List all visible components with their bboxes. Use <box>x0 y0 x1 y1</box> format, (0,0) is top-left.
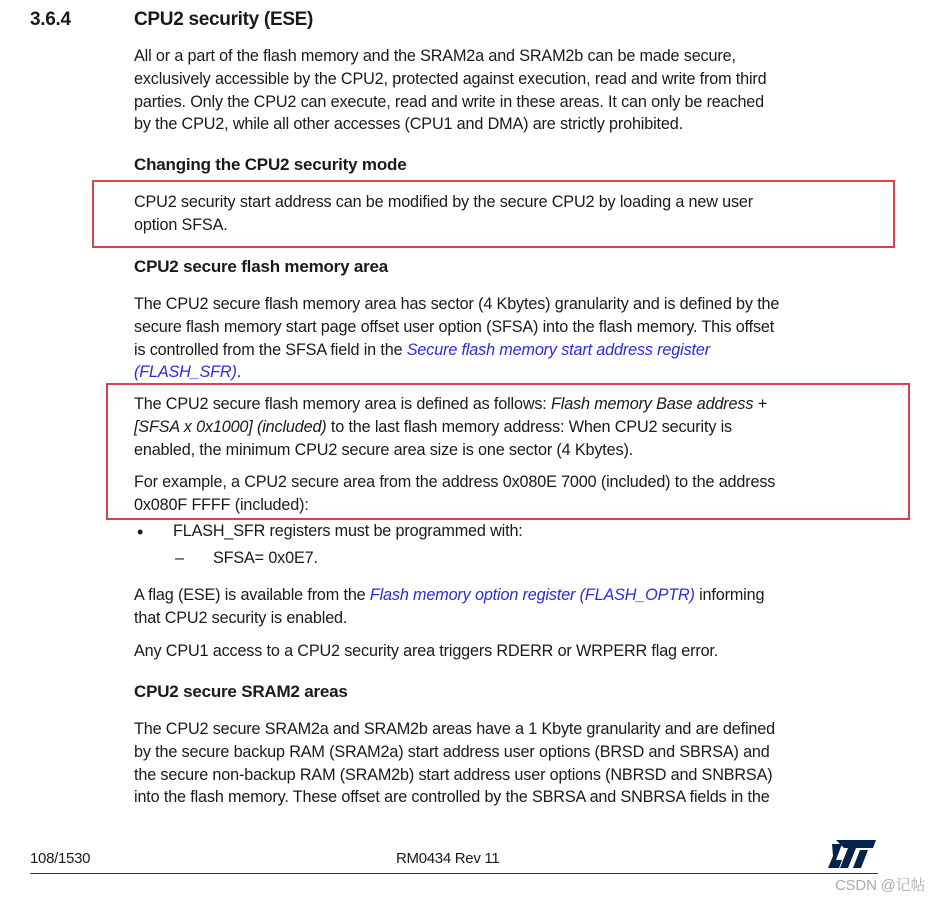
text-span: A flag (ESE) is available from the <box>134 586 370 604</box>
sub-bullet-text: SFSA= 0x0E7. <box>213 549 318 567</box>
text-line: option SFSA. <box>134 215 228 234</box>
text-span: is controlled from the SFSA field in the <box>134 340 407 359</box>
text-line: the secure non-backup RAM (SRAM2b) start address user options (NBRSD and SNBRSA) <box>134 765 773 784</box>
flash-area-paragraph-1 <box>134 293 894 384</box>
page-number: 108/1530 <box>30 850 91 867</box>
subheading-changing-mode: Changing the CPU2 security mode <box>134 155 407 174</box>
text-line: into the flash memory. These offset are controlled by the SBRSA and SNBRSA fields in the <box>134 788 770 807</box>
text-line: parties. Only the CPU2 can execute, read and write in these areas. It can only be reached <box>134 92 765 111</box>
watermark: CSDN @记帖 <box>835 877 926 894</box>
bullet-marker: • <box>137 522 144 542</box>
text-line: CPU2 security start address can be modified by the secure CPU2 by loading a new user <box>134 193 754 211</box>
text-line: For example, a CPU2 secure area from the address 0x080E 7000 (included) to the address <box>134 473 776 491</box>
sub-bullet-marker: – <box>175 549 185 567</box>
text-line: exclusively accessible by the CPU2, protected against execution, read and write from third <box>134 69 767 88</box>
footer-divider <box>30 873 878 874</box>
st-logo-icon <box>826 838 878 870</box>
flash-sfr-link[interactable]: Secure flash memory start address register <box>406 340 710 359</box>
flash-area-paragraph-4 <box>134 584 894 630</box>
text-line <box>134 416 894 439</box>
text-line <box>134 584 894 607</box>
text-line: All or a part of the flash memory and the SRAM2a and SRAM2b can be made secure, <box>134 47 736 65</box>
text-line: secure flash memory start page offset user option (SFSA) into the flash memory. This offset <box>134 317 775 336</box>
text-span: to the last flash memory address: When CPU2 security is <box>326 417 732 436</box>
flash-area-paragraph-3 <box>134 471 894 517</box>
formula-text: [SFSA x 0x1000] (included) <box>134 417 327 436</box>
text-line: enabled, the minimum CPU2 secure area size is one sector (4 Kbytes). <box>134 440 634 459</box>
flash-area-paragraph-5: Any CPU1 access to a CPU2 security area triggers RDERR or WRPERR flag error. <box>134 642 719 660</box>
flash-optr-link[interactable]: Flash memory option register (FLASH_OPTR) <box>369 586 695 604</box>
document-id: RM0434 Rev 11 <box>396 850 500 867</box>
text-line: The CPU2 secure flash memory area has sector (4 Kbytes) granularity and is defined by the <box>134 295 780 313</box>
text-line: 0x080F FFFF (included): <box>134 495 309 514</box>
text-line: by the CPU2, while all other accesses (CPU1 and DMA) are strictly prohibited. <box>134 115 683 134</box>
text-span: The CPU2 secure flash memory area is defined as follows: <box>134 395 552 413</box>
subheading-flash-area: CPU2 secure flash memory area <box>134 257 389 276</box>
text-span: informing <box>694 586 765 604</box>
section-number: 3.6.4 <box>30 9 71 30</box>
text-line: by the secure backup RAM (SRAM2a) start address user options (BRSD and SBRSA) and <box>134 742 770 761</box>
sram2-paragraph <box>134 718 894 809</box>
text-span: . <box>236 363 242 382</box>
text-line <box>134 339 894 362</box>
text-line: that CPU2 security is enabled. <box>134 608 348 627</box>
text-line: The CPU2 secure SRAM2a and SRAM2b areas have a 1 Kbyte granularity and are defined <box>134 720 775 738</box>
section-title: CPU2 security (ESE) <box>134 9 314 30</box>
subheading-sram2: CPU2 secure SRAM2 areas <box>134 682 348 701</box>
formula-text: Flash memory Base address + <box>551 395 767 413</box>
intro-paragraph <box>134 45 894 136</box>
text-line <box>134 361 894 384</box>
bullet-text: FLASH_SFR registers must be programmed with: <box>173 522 523 540</box>
text-line <box>134 393 894 416</box>
changing-mode-paragraph <box>134 191 894 237</box>
flash-sfr-link-cont[interactable]: (FLASH_SFR) <box>134 363 237 382</box>
flash-area-paragraph-2 <box>134 393 894 461</box>
